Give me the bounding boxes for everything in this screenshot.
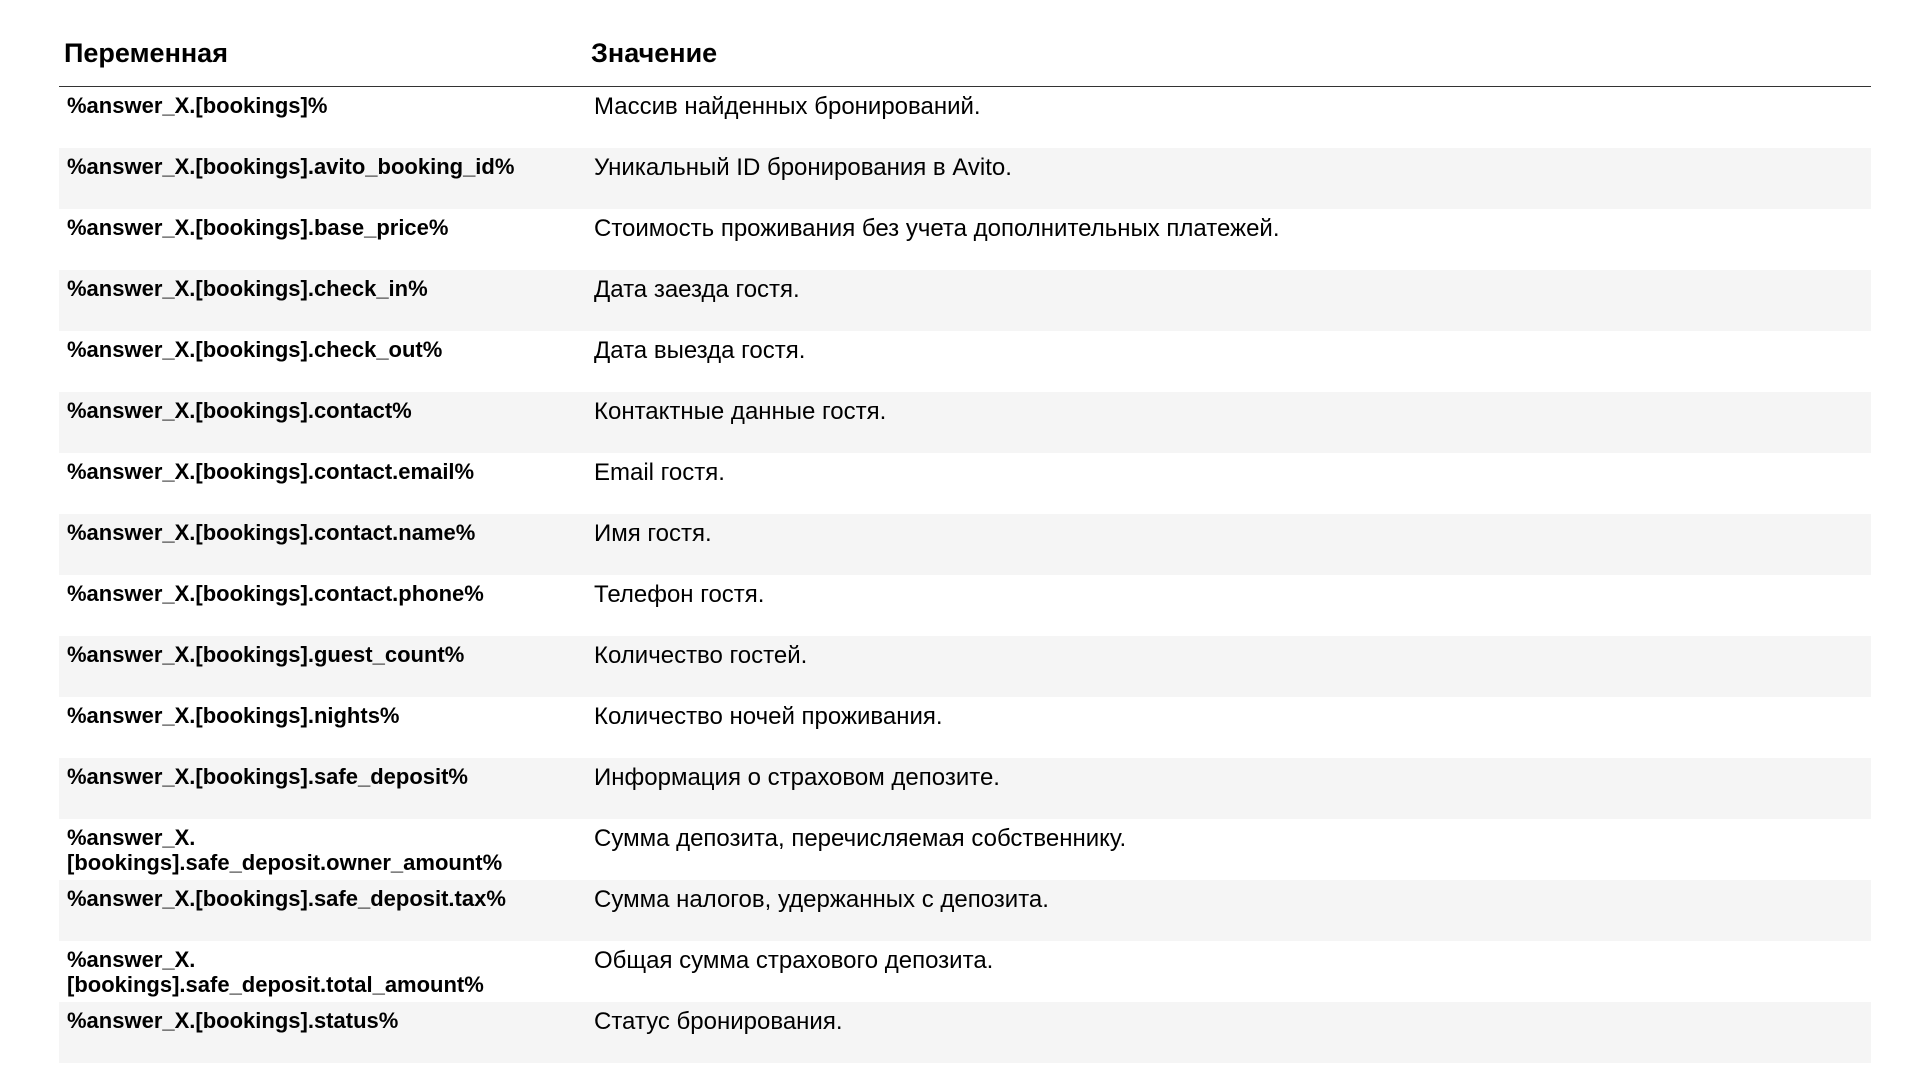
value-cell: Количество ночей проживания. (594, 702, 943, 730)
value-cell: Количество гостей. (594, 641, 808, 669)
variable-cell: %answer_X.[bookings].avito_booking_id% (67, 153, 515, 179)
table-body (59, 87, 1871, 1063)
variable-cell: %answer_X.[bookings].nights% (67, 702, 400, 728)
variable-cell: %answer_X.[bookings].contact% (67, 397, 412, 423)
variable-cell: %answer_X.[bookings].check_out% (67, 336, 443, 362)
variables-table-container (59, 36, 1871, 1063)
variable-cell: %answer_X. [bookings].safe_deposit.total_amount% (67, 946, 484, 997)
value-cell: Телефон гостя. (594, 580, 765, 608)
table-row (59, 87, 1871, 148)
table-row (59, 392, 1871, 453)
value-cell: Массив найденных бронирований. (594, 93, 981, 120)
table-header (59, 36, 1871, 87)
variables-table (59, 36, 1871, 1063)
value-cell: Информация о страховом депозите. (594, 763, 1000, 791)
table-row (59, 575, 1871, 636)
table-row (59, 514, 1871, 575)
variable-cell: %answer_X.[bookings].base_price% (67, 214, 449, 240)
value-cell: Статус бронирования. (594, 1007, 843, 1035)
variable-cell: %answer_X.[bookings].contact.name% (67, 519, 476, 545)
table-row (59, 880, 1871, 941)
table-row (59, 941, 1871, 1002)
table-row (59, 331, 1871, 392)
table-row (59, 148, 1871, 209)
value-cell: Стоимость проживания без учета дополнительных платежей. (594, 214, 1280, 242)
variable-cell: %answer_X.[bookings].contact.phone% (67, 580, 484, 606)
variable-cell: %answer_X.[bookings]% (67, 93, 328, 118)
value-cell: Сумма налогов, удержанных с депозита. (594, 885, 1049, 913)
value-cell: Контактные данные гостя. (594, 397, 887, 425)
value-cell: Имя гостя. (594, 519, 712, 547)
variable-cell: %answer_X.[bookings].safe_deposit% (67, 763, 468, 789)
variable-cell: %answer_X.[bookings].safe_deposit.tax% (67, 885, 506, 911)
value-cell: Уникальный ID бронирования в Avito. (594, 153, 1012, 181)
table-row (59, 697, 1871, 758)
table-row (59, 453, 1871, 514)
table-row (59, 819, 1871, 880)
variable-cell: %answer_X.[bookings].contact.email% (67, 458, 475, 484)
variable-cell: %answer_X.[bookings].status% (67, 1007, 399, 1033)
table-row (59, 209, 1871, 270)
table-row (59, 758, 1871, 819)
variable-cell: %answer_X. [bookings].safe_deposit.owner_amount% (67, 824, 503, 875)
value-cell: Сумма депозита, перечисляемая собственнику. (594, 824, 1127, 852)
value-cell: Общая сумма страхового депозита. (594, 946, 994, 974)
header-value: Значение (586, 36, 1871, 87)
variable-cell: %answer_X.[bookings].check_in% (67, 275, 428, 301)
value-cell: Email гостя. (594, 458, 725, 486)
value-cell: Дата заезда гостя. (594, 275, 800, 303)
table-row (59, 1002, 1871, 1063)
header-row (59, 36, 1871, 87)
table-row (59, 270, 1871, 331)
table-row (59, 636, 1871, 697)
header-variable: Переменная (59, 36, 586, 87)
value-cell: Дата выезда гостя. (594, 336, 806, 364)
variable-cell: %answer_X.[bookings].guest_count% (67, 641, 465, 667)
